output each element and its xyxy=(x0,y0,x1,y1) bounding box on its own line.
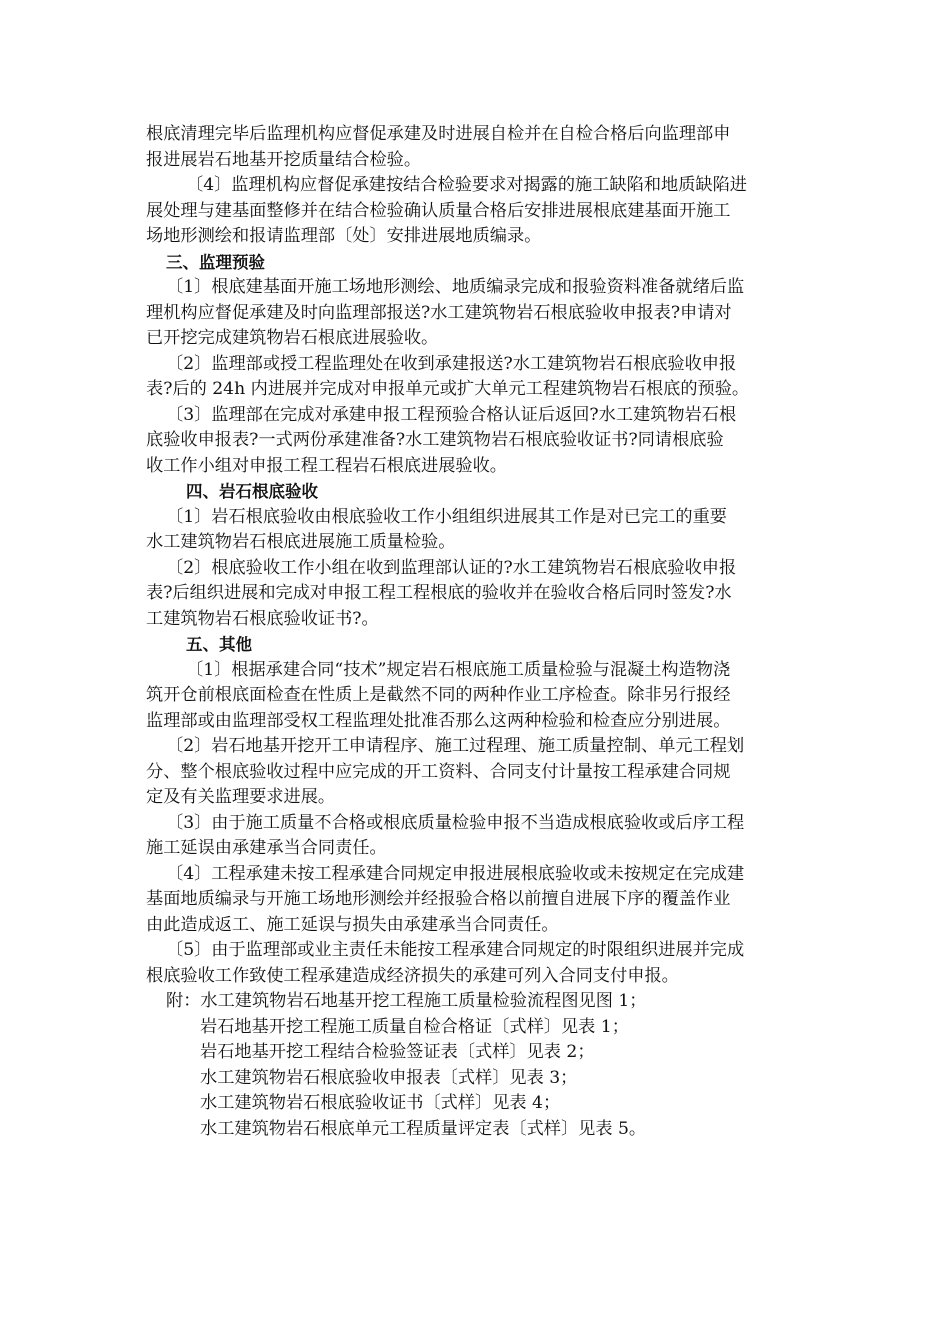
attachment-item: 岩石地基开挖工程施工质量自检合格证〔式样〕见表 1； xyxy=(200,1016,629,1037)
attachment-item: 水工建筑物岩石根底单元工程质量评定表〔式样〕见表 5。 xyxy=(200,1118,647,1139)
paragraph-line: 分、整个根底验收过程中应完成的开工资料、合同支付计量按工程承建合同规 xyxy=(146,761,731,782)
document-page xyxy=(146,122,806,1142)
paragraph-line: 定及有关监理要求进展。 xyxy=(146,787,336,807)
attachment-intro-line: 附：水工建筑物岩石地基开挖工程施工质量检验流程图见图 1； xyxy=(166,991,647,1011)
section-heading: 三、监理预验 xyxy=(166,252,265,272)
section-heading: 五、其他 xyxy=(186,635,252,654)
paragraph-line: 〔2〕监理部或授工程监理处在收到承建报送?水工建筑物岩石根底验收申报 xyxy=(166,353,737,374)
paragraph-line: 〔1〕根据承建合同“技术”规定岩石根底施工质量检验与混凝土构造物浇 xyxy=(186,659,731,680)
paragraph-line: 根底验收工作致使工程承建造成经济损失的承建可列入合同支付申报。 xyxy=(146,965,679,986)
paragraph-line: 表?后的 24h 内进展并完成对申报单元或扩大单元工程建筑物岩石根底的预验。 xyxy=(146,379,750,399)
paragraph-line: 筑开仓前根底面检查在性质上是截然不同的两种作业工序检查。除非另行报经 xyxy=(146,685,731,705)
paragraph-line: 〔4〕监理机构应督促承建按结合检验要求对揭露的施工缺陷和地质缺陷进 xyxy=(186,175,747,195)
paragraph-line: 〔1〕岩石根底验收由根底验收工作小组组织进展其工作是对已完工的重要 xyxy=(166,506,727,527)
paragraph-line: 施工延误由承建承当合同责任。 xyxy=(146,838,387,858)
paragraph-line: 报进展岩石地基开挖质量结合检验。 xyxy=(146,149,422,170)
paragraph-line: 水工建筑物岩石根底进展施工质量检验。 xyxy=(146,532,456,552)
attachment-item: 水工建筑物岩石根底验收申报表〔式样〕见表 3； xyxy=(200,1067,578,1088)
paragraph-line: 底验收申报表?一式两份承建准备?水工建筑物岩石根底验收证书?同请根底验 xyxy=(146,430,724,450)
paragraph-line: 〔1〕根底建基面开施工场地形测绘、地质编录完成和报验资料准备就绪后监 xyxy=(166,277,745,297)
paragraph-line: 表?后组织进展和完成对申报工程工程根底的验收并在验收合格后同时签发?水 xyxy=(146,583,732,603)
paragraph-line: 根底清理完毕后监理机构应督促承建及时进展自检并在自检合格后向监理部申 xyxy=(146,124,731,144)
paragraph-line: 已开挖完成建筑物岩石根底进展验收。 xyxy=(146,328,439,348)
paragraph-line: 基面地质编录与开施工场地形测绘并经报验合格以前擅自进展下序的覆盖作业 xyxy=(146,889,731,909)
paragraph-line: 〔2〕根底验收工作小组在收到监理部认证的?水工建筑物岩石根底验收申报 xyxy=(166,557,737,578)
attachment-item: 岩石地基开挖工程结合检验签证表〔式样〕见表 2； xyxy=(200,1042,595,1062)
paragraph-line: 〔5〕由于监理部或业主责任未能按工程承建合同规定的时限组织进展并完成 xyxy=(166,940,745,960)
paragraph-line: 收工作小组对申报工程工程岩石根底进展验收。 xyxy=(146,455,507,476)
paragraph-line: 〔3〕监理部在完成对承建申报工程预验合格认证后返回?水工建筑物岩石根 xyxy=(166,404,737,425)
paragraph-line: 工建筑物岩石根底验收证书?。 xyxy=(146,608,379,629)
paragraph-line: 场地形测绘和报请监理部〔处〕安排进展地质编录。 xyxy=(146,226,542,246)
attachment-item: 水工建筑物岩石根底验收证书〔式样〕见表 4； xyxy=(200,1093,561,1113)
paragraph-line: 〔3〕由于施工质量不合格或根底质量检验申报不当造成根底验收或后序工程 xyxy=(166,812,745,833)
paragraph-line: 〔4〕工程承建未按工程承建合同规定申报进展根底验收或未按规定在完成建 xyxy=(166,863,745,884)
paragraph-line: 〔2〕岩石地基开挖开工申请程序、施工过程理、施工质量控制、单元工程划 xyxy=(166,736,745,756)
paragraph-line: 监理部或由监理部受权工程监理处批准否那么这两种检验和检查应分别进展。 xyxy=(146,710,731,731)
paragraph-line: 理机构应督促承建及时向监理部报送?水工建筑物岩石根底验收申报表?申请对 xyxy=(146,302,732,323)
section-heading: 四、岩石根底验收 xyxy=(186,482,318,501)
paragraph-line: 由此造成返工、施工延误与损失由承建承当合同责任。 xyxy=(146,914,559,935)
paragraph-line: 展处理与建基面整修并在结合检验确认质量合格后安排进展根底建基面开施工 xyxy=(146,200,731,221)
